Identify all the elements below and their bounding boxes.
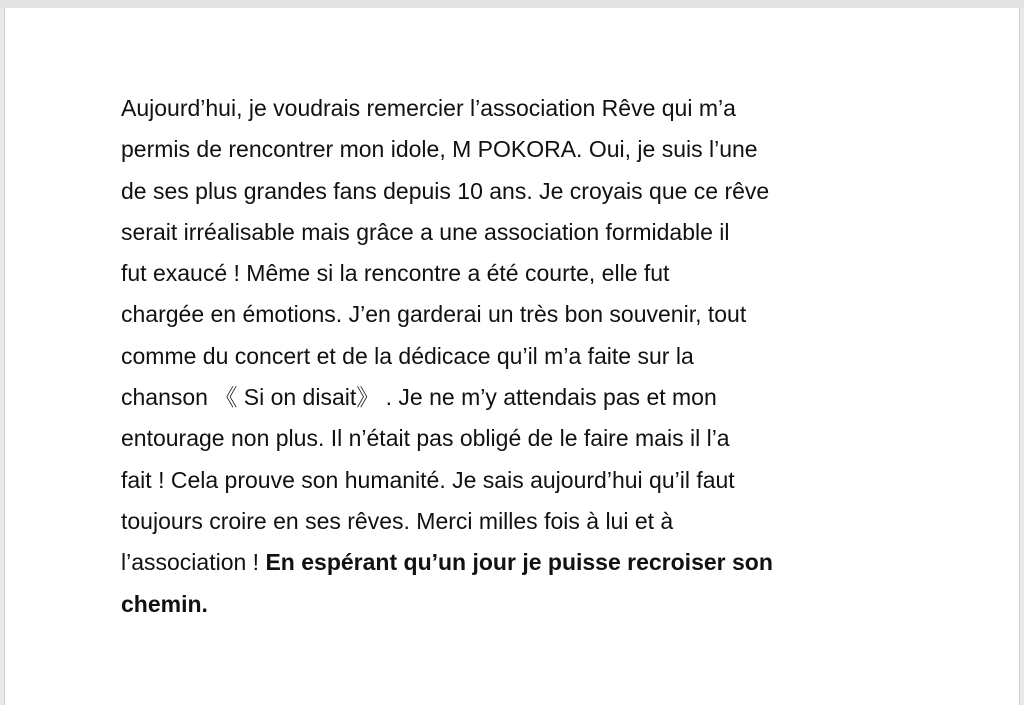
text-regular-segment: l’association ! bbox=[121, 549, 266, 576]
letter-text bbox=[121, 88, 911, 625]
text-line: toujours croire en ses rêves. Merci milles fois à lui et à bbox=[121, 507, 674, 534]
top-strip bbox=[0, 0, 1024, 8]
text-line: permis de rencontrer mon idole, M POKORA. Oui, je suis l’une bbox=[121, 136, 758, 163]
text-bold-segment: En espérant qu’un jour je puisse recroiser son bbox=[265, 549, 773, 576]
text-line: serait irréalisable mais grâce a une association formidable il bbox=[121, 218, 730, 245]
text-line: fut exaucé ! Même si la rencontre a été courte, elle fut bbox=[121, 260, 670, 287]
text-line: comme du concert et de la dédicace qu’il m’a faite sur la bbox=[121, 342, 694, 369]
text-line: entourage non plus. Il n’était pas obligé de le faire mais il l’a bbox=[121, 425, 730, 452]
text-line-mixed bbox=[121, 542, 911, 583]
text-line: de ses plus grandes fans depuis 10 ans. Je croyais que ce rêve bbox=[121, 177, 770, 204]
text-line: Aujourd’hui, je voudrais remercier l’association Rêve qui m’a bbox=[121, 95, 736, 121]
document-page bbox=[4, 8, 1020, 705]
text-line: chanson 《 Si on disait》 . Je ne m’y attendais pas et mon bbox=[121, 384, 717, 411]
text-line: chargée en émotions. J’en garderai un très bon souvenir, tout bbox=[121, 301, 747, 328]
text-line: fait ! Cela prouve son humanité. Je sais aujourd’hui qu’il faut bbox=[121, 466, 735, 493]
text-line-bold: chemin. bbox=[121, 590, 208, 617]
